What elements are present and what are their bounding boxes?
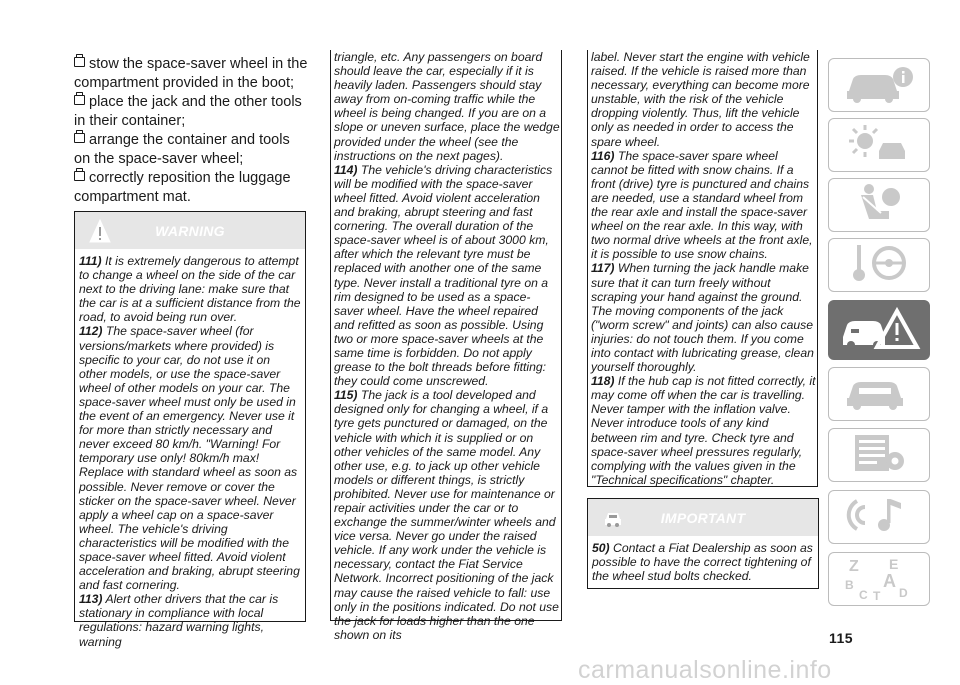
note-text: label. Never start the engine with vehicle raised. If the vehicle is raised more than necessary, everything can become more unstable, with the risk of the vehicle dropping violently. Thus, lift the vehicle only as needed in order to access the spare wheel. — [591, 50, 810, 149]
warning-lights-icon — [839, 121, 919, 170]
note-number: 111) — [79, 254, 102, 268]
checkbox-icon — [74, 133, 85, 143]
important-panel — [587, 498, 819, 589]
tab-safety[interactable] — [828, 178, 930, 232]
note-paragraph — [591, 149, 816, 262]
bullet-item — [74, 55, 309, 93]
tab-emergency[interactable] — [828, 300, 930, 360]
emergency-icon — [837, 303, 921, 358]
note-text: The vehicle's driving characteristics will be modified with the space-saver wheel fitted. Avoid violent acceleration and braking, abrupt steering and fast cornering. The overall duration of the space-saver wheel is of about 3000 km, after which the relevant tyre must be replaced with another one of the same type. Never install a traditional tyre on a rim designed to be used as a space-saver wheel. Have the wheel repaired and refitted as soon as possible. Using two or more space-saver wheels at the same time is forbidden. Do not apply grease to the bolt threads before fitting: they could come unscrewed. — [334, 162, 553, 389]
note-number: 117) — [591, 261, 615, 276]
warning-header — [75, 212, 305, 249]
note-paragraph — [79, 324, 301, 592]
column-3 — [591, 50, 816, 487]
note-text: The space-saver spare wheel cannot be fitted with snow chains. If a front (drive) tyre is punctured and chains are needed, use a standard wheel from the rear axle and install the space-saver wheel on the rear axle. In this way, with two normal drive wheels at the front axle, it is possible to use snow chains. — [591, 148, 813, 262]
bullet-text: place the jack and the other tools in their container; — [74, 94, 302, 129]
note-number: 118) — [591, 374, 615, 389]
checkbox-icon — [74, 171, 85, 181]
warning-body — [75, 249, 305, 649]
tab-multimedia[interactable] — [828, 490, 930, 544]
note-paragraph — [334, 163, 560, 389]
note-number: 114) — [334, 162, 358, 177]
note-number: 112) — [79, 324, 103, 339]
tab-index[interactable] — [828, 552, 930, 606]
note-paragraph — [79, 254, 301, 324]
warning-hand-icon — [89, 218, 111, 249]
bullet-text: stow the space-saver wheel in the compartment provided in the boot; — [74, 56, 308, 91]
tab-car-info[interactable] — [828, 58, 930, 112]
key-steering-icon — [839, 241, 919, 290]
maintenance-car-icon — [839, 370, 919, 419]
tab-starting-driving[interactable] — [828, 238, 930, 292]
note-text: The space-saver wheel (for versions/markets where provided) is specific to your car, do not use it on other models, or use the space-saver wheel of other models on your car. The space-saver wheel must only be used in the event of an emergency. Never use it for more than strictly necessary and never exceed 80 km/h. "Warning! For temporary use only! 80km/h max! Replace with standard wheel as soon as possible. Never remove or cover the sticker on the space-saver wheel. Never apply a wheel cap on a space-saver wheel. The vehicle's driving characteristics will be modified with the space-saver wheel fitted. Avoid violent acceleration and braking, abrupt steering and fast cornering. — [79, 324, 300, 593]
bullet-item — [74, 169, 309, 207]
tab-warning-lights[interactable] — [828, 118, 930, 172]
checkbox-icon — [74, 95, 85, 105]
warning-panel — [74, 211, 306, 649]
note-number: 113) — [79, 592, 103, 607]
warning-title: WARNING — [155, 222, 225, 239]
tab-technical-data[interactable] — [828, 428, 930, 482]
svg-text:Z: Z — [849, 557, 859, 575]
note-number: 116) — [591, 148, 615, 163]
note-text: When turning the jack handle make sure that it can turn freely without scraping your hand against the ground. The moving components of the jack ("worm screw" and joints) can also cause injuries: do not touch them. If you come into contact with lubricating grease, clean yourself thoroughly. — [591, 261, 814, 375]
column-2-left-rule — [330, 50, 331, 620]
important-header — [588, 499, 818, 536]
svg-text:B: B — [845, 577, 854, 592]
note-paragraph — [591, 261, 816, 374]
note-paragraph — [334, 388, 560, 642]
svg-text:C: C — [859, 587, 868, 601]
page-number: 115 — [829, 630, 854, 646]
watermark-text: carmanualsonline.info — [578, 656, 832, 684]
column-2 — [334, 50, 560, 642]
note-paragraph — [591, 50, 816, 149]
note-text: Contact a Fiat Dealership as soon as possible to have the correct tightening of the wheel stud bolts checked. — [592, 541, 813, 584]
note-text: It is extremely dangerous to attempt to change a wheel on the side of the car next to the driving lane: make sure that the car is at a sufficient distance from the road, to avoid being run over. — [79, 254, 301, 325]
bullet-list — [74, 55, 309, 207]
bullet-text: arrange the container and tools on the space-saver wheel; — [74, 132, 290, 167]
note-text: The jack is a tool developed and designed only for changing a wheel, if a tyre gets punctured or damaged, on the vehicle with which it is supplied or on other vehicles of the same model. Any other use, e.g. to jack up other vehicle models or different things, is strictly prohibited. Never use for maintenance or repair activities under the car or to exchange the summer/winter wheels and vice versa. Never go under the raised vehicle. If any work under the vehicle is necessary, contact the Fiat Service Network. Incorrect positioning of the jack may cause the raised vehicle to fall: use only in the positions indicated. Do not use the jack for loads higher than the one shown on its — [334, 388, 559, 642]
bullet-item — [74, 93, 309, 131]
svg-text:T: T — [873, 588, 881, 601]
svg-text:A: A — [883, 570, 896, 591]
important-body — [588, 536, 818, 583]
index-icon — [839, 553, 919, 606]
checkbox-icon — [74, 57, 85, 67]
note-paragraph — [334, 50, 560, 163]
note-text: If the hub cap is not fitted correctly, it may come off when the car is travelling. Never tamper with the inflation valve. Never introduce tools of any kind between rim and tyre. Check tyre and space-saver wheel pressures regularly, complying with the values given in the "Technical specifications" chapter. — [591, 374, 816, 487]
note-paragraph — [592, 541, 814, 583]
svg-text:D: D — [899, 585, 908, 600]
svg-text:E: E — [889, 555, 899, 572]
tab-maintenance[interactable] — [828, 367, 930, 421]
multimedia-icon — [839, 493, 919, 542]
column-3-right-rule — [817, 50, 818, 487]
note-paragraph — [591, 374, 816, 487]
bullet-text: correctly reposition the luggage compartment mat. — [74, 170, 291, 205]
important-title: IMPORTANT — [660, 509, 746, 526]
column-3-left-rule — [587, 50, 588, 487]
column-1 — [74, 55, 309, 207]
technical-data-icon — [839, 431, 919, 480]
note-text: Alert other drivers that the car is stationary in compliance with local regulations: hazard warning lights, warning — [79, 592, 279, 649]
note-text: triangle, etc. Any passengers on board should leave the car, especially if it is heavily laden. Passengers should stay away from on-coming traffic while the wheel is being changed. If you are on a slope or uneven surface, place the wedge provided under the wheel (see the instructions on the next pages). — [334, 50, 560, 163]
note-paragraph — [79, 592, 301, 648]
note-number: 50) — [592, 541, 610, 555]
column-2-right-rule — [561, 50, 562, 620]
car-info-icon — [839, 61, 919, 110]
car-note-icon — [602, 505, 624, 534]
bullet-item — [74, 131, 309, 169]
note-number: 115) — [334, 388, 358, 403]
airbag-seat-icon — [839, 181, 919, 230]
